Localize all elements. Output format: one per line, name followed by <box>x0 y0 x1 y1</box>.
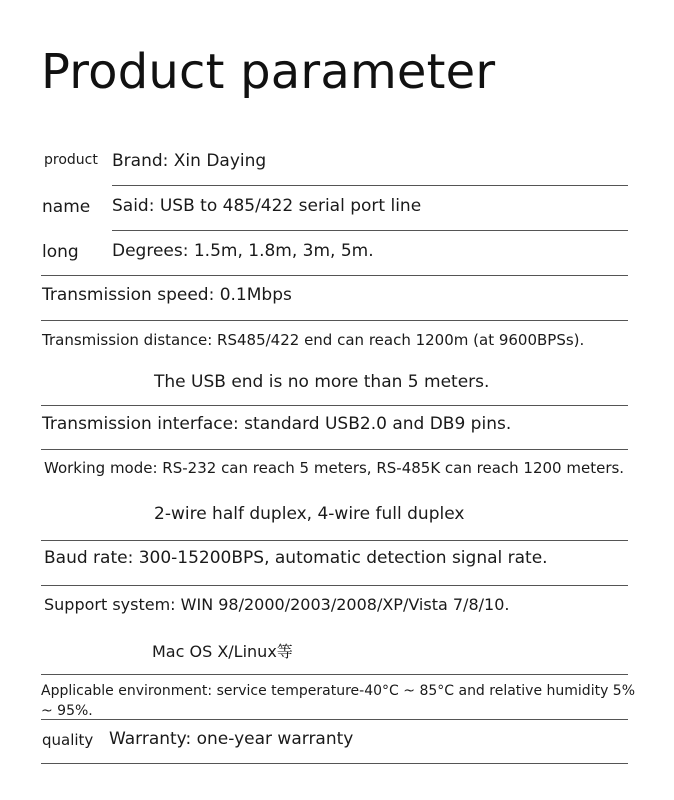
divider <box>41 320 628 321</box>
row-label-long: long <box>42 242 79 262</box>
divider <box>41 275 628 276</box>
applicable-environment: Applicable environment: service temperature-40°C ~ 85°C and relative humidity 5% <box>41 683 636 699</box>
transmission-interface: Transmission interface: standard USB2.0 and DB9 pins. <box>42 414 512 434</box>
length-value: Degrees: 1.5m, 1.8m, 3m, 5m. <box>112 241 374 261</box>
page-title: Product parameter <box>41 44 496 100</box>
divider <box>112 230 628 231</box>
divider <box>41 585 628 586</box>
divider <box>41 449 628 450</box>
transmission-distance-usb: The USB end is no more than 5 meters. <box>154 372 490 392</box>
divider <box>41 405 628 406</box>
row-label-quality: quality <box>42 731 94 749</box>
applicable-environment-humidity: ~ 95%. <box>41 703 93 719</box>
transmission-distance: Transmission distance: RS485/422 end can reach 1200m (at 9600BPSs). <box>42 331 585 349</box>
divider <box>41 674 628 675</box>
row-label-name: name <box>42 197 91 217</box>
working-mode-duplex: 2-wire half duplex, 4-wire full duplex <box>154 504 465 524</box>
working-mode: Working mode: RS-232 can reach 5 meters, RS-485K can reach 1200 meters. <box>44 459 625 477</box>
name-value: Said: USB to 485/422 serial port line <box>112 196 422 216</box>
brand-value: Brand: Xin Daying <box>112 151 267 171</box>
divider <box>41 719 628 720</box>
baud-rate: Baud rate: 300-15200BPS, automatic detection signal rate. <box>44 548 548 568</box>
divider <box>41 540 628 541</box>
warranty-value: Warranty: one-year warranty <box>109 729 354 749</box>
divider <box>41 763 628 764</box>
support-system-mac-linux: Mac OS X/Linux等 <box>152 642 293 661</box>
support-system: Support system: WIN 98/2000/2003/2008/XP/Vista 7/8/10. <box>44 595 510 614</box>
divider <box>112 185 628 186</box>
transmission-speed: Transmission speed: 0.1Mbps <box>42 285 292 305</box>
row-label-product: product <box>44 152 98 168</box>
